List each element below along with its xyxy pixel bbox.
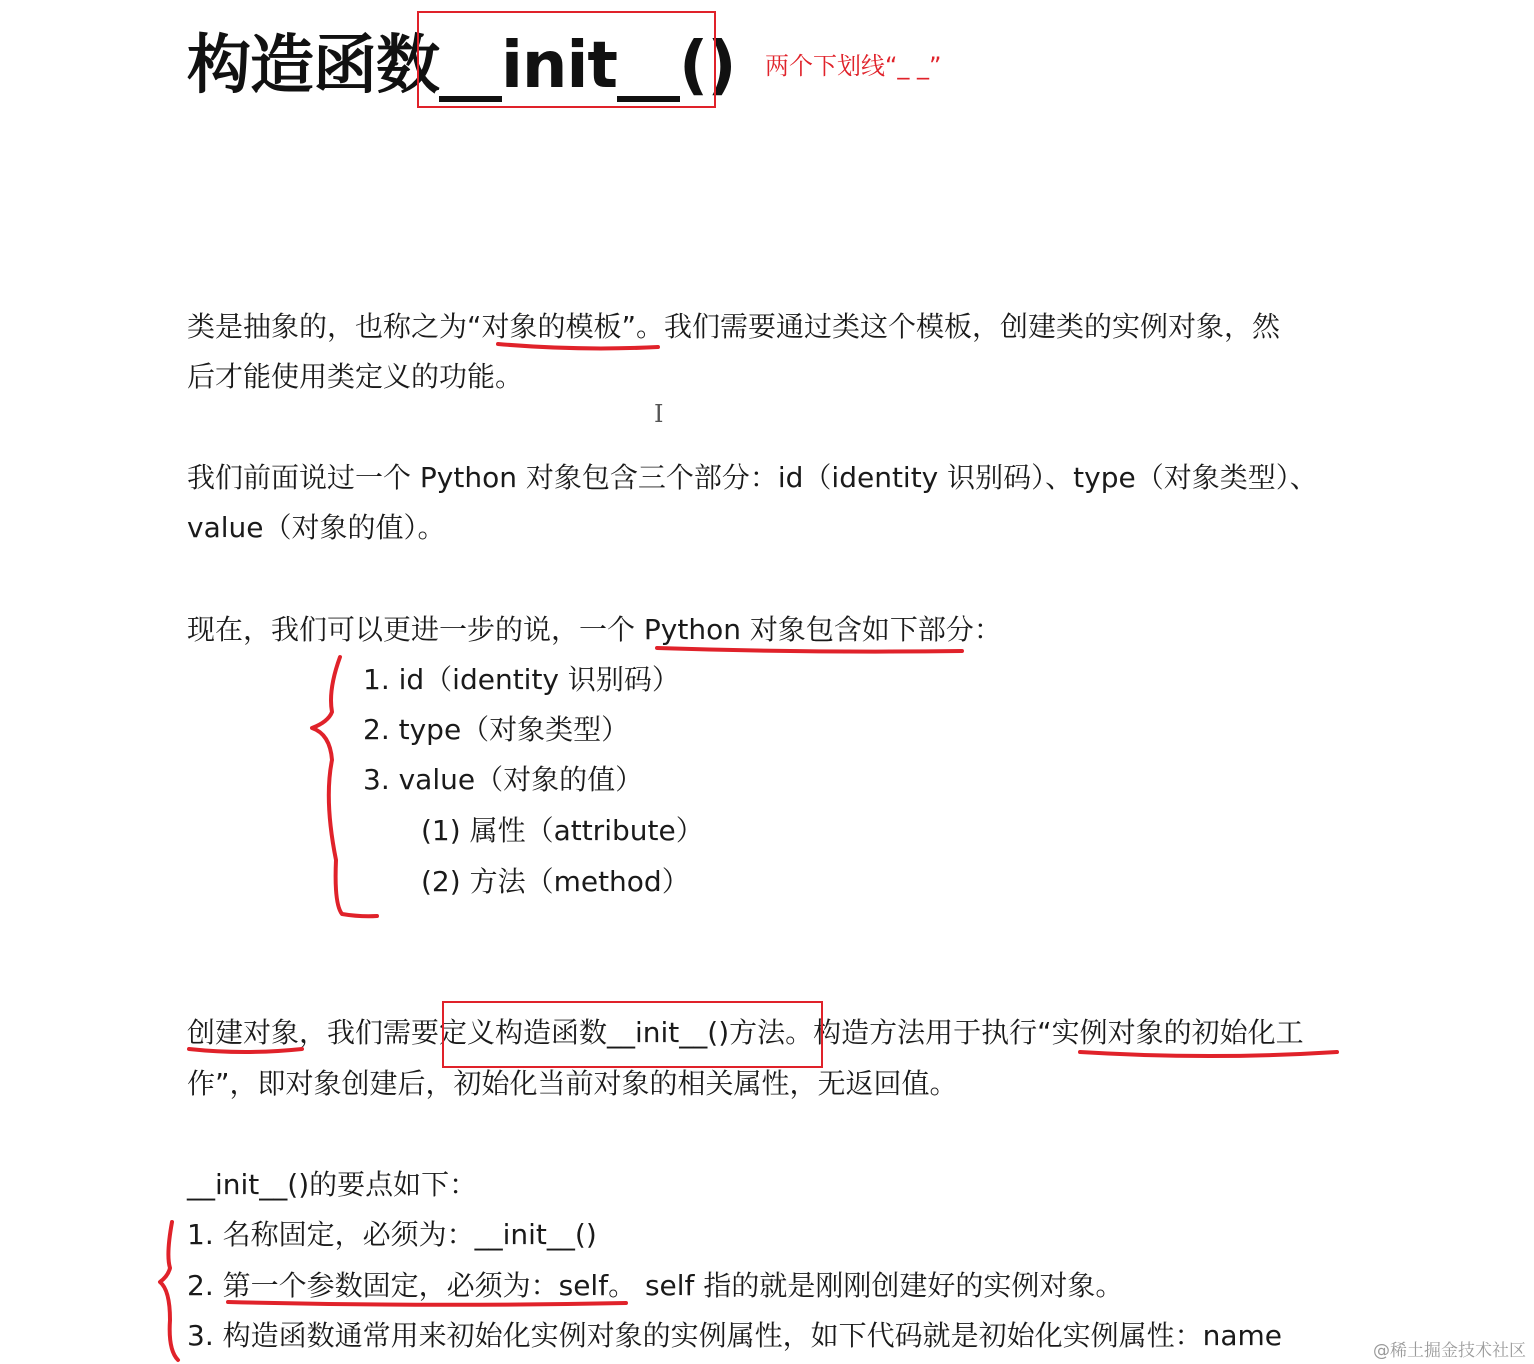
watermark: @稀土掘金技术社区 — [1373, 1341, 1526, 1361]
init-method-highlight-box — [442, 1001, 823, 1068]
page-title: 构造函数__init__() — [187, 29, 736, 103]
init-points-heading: __init__()的要点如下： — [187, 1168, 478, 1201]
init-point-2: 2. 第一个参数固定，必须为：self。 self 指的就是刚刚创建好的实例对象。 — [187, 1269, 1124, 1302]
paragraph-4-line-2: 作”，即对象创建后，初始化当前对象的相关属性，无返回值。 — [187, 1067, 958, 1100]
paragraph-2-line-1: 我们前面说过一个 Python 对象包含三个部分：id（identity 识别码）、type（对象类型）、 — [187, 461, 1318, 494]
underscore-note: 两个下划线“_ _” — [765, 52, 942, 80]
init-point-3: 3. 构造函数通常用来初始化实例对象的实例属性，如下代码就是初始化实例属性：name — [187, 1319, 1283, 1352]
paragraph-3-intro: 现在，我们可以更进一步的说，一个 Python 对象包含如下部分： — [187, 613, 1002, 646]
brace-init-points — [160, 1222, 178, 1360]
paragraph-4-line-1: 创建对象，我们需要定义构造函数__init__()方法。构造方法用于执行“实例对象的初始化工 — [187, 1016, 1304, 1049]
sublist-item-attribute: (1) 属性（attribute） — [421, 814, 704, 847]
text-cursor-icon: I — [654, 400, 664, 428]
list-item-type: 2. type（对象类型） — [363, 713, 630, 746]
init-point-1: 1. 名称固定，必须为：__init__() — [187, 1218, 597, 1251]
title-highlight-box — [417, 11, 716, 108]
paragraph-1-line-1: 类是抽象的，也称之为“对象的模板”。我们需要通过类这个模板，创建类的实例对象，然 — [187, 310, 1281, 343]
list-item-value: 3. value（对象的值） — [363, 763, 644, 796]
list-item-id: 1. id（identity 识别码） — [363, 663, 680, 696]
paragraph-1-line-2: 后才能使用类定义的功能。 — [187, 360, 524, 393]
paragraph-2-line-2: value（对象的值）。 — [187, 511, 446, 544]
sublist-item-method: (2) 方法（method） — [421, 865, 690, 898]
